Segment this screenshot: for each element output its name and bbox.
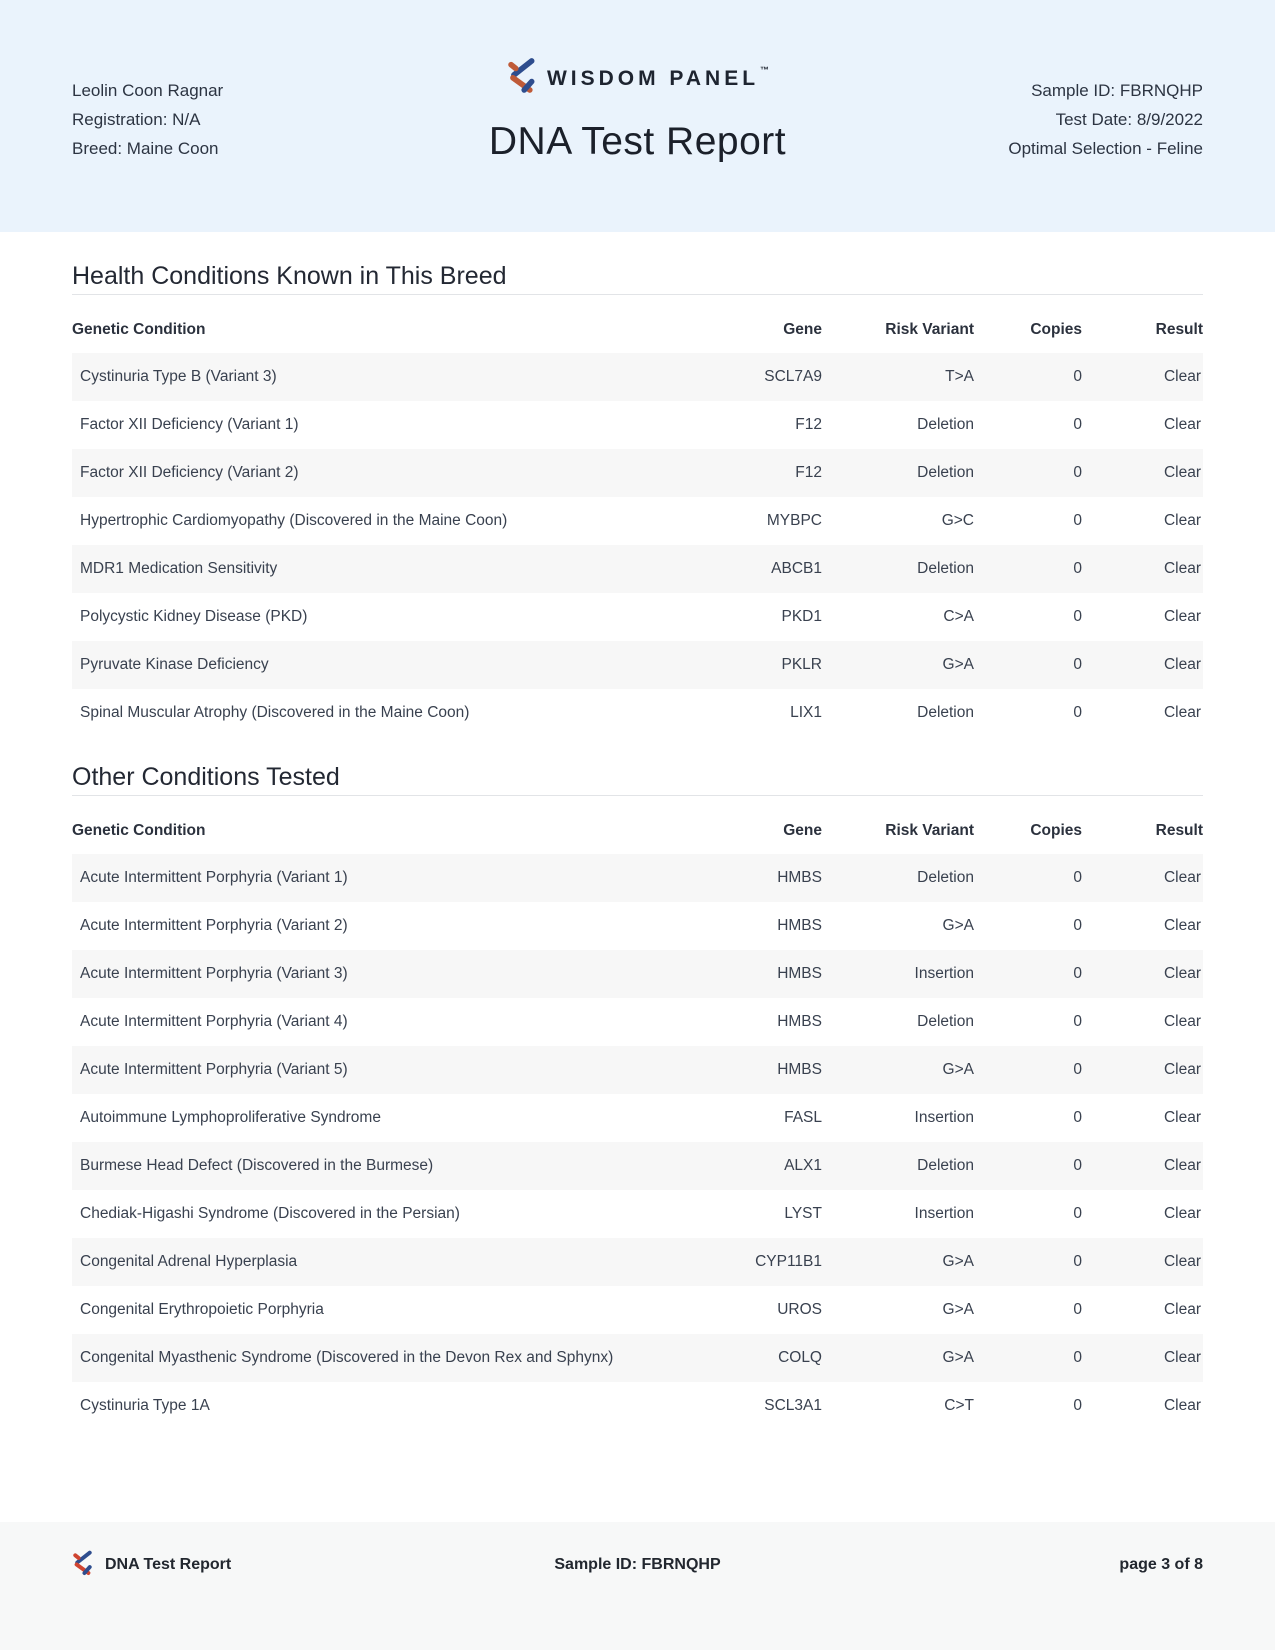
table-row [72,1334,1203,1382]
cell-result: Clear [1163,1013,1201,1030]
cell-risk-variant: G>A [942,1349,974,1366]
cell-gene: LYST [784,1205,822,1222]
cell-copies: 0 [1073,608,1082,625]
cell-gene: PKLR [781,656,822,673]
cell-copies: 0 [1073,1253,1082,1270]
cell-condition: Factor XII Deficiency (Variant 1) [80,416,299,433]
cell-condition: Autoimmune Lymphoproliferative Syndrome [80,1109,381,1126]
table-row [72,449,1203,497]
cell-condition: Spinal Muscular Atrophy (Discovered in the Maine Coon) [80,704,470,721]
cell-copies: 0 [1073,416,1082,433]
cell-result: Clear [1163,917,1201,934]
footer-page-number: page 3 of 8 [1119,1556,1203,1573]
report-header [0,0,1275,232]
cell-result: Clear [1163,608,1201,625]
pet-info-block [72,76,223,163]
cell-result: Clear [1163,656,1201,673]
table-row [72,902,1203,950]
cell-copies: 0 [1073,1205,1082,1222]
cell-gene: HMBS [777,1013,822,1030]
cell-condition: Acute Intermittent Porphyria (Variant 2) [80,917,348,934]
cell-copies: 0 [1073,704,1082,721]
brand-row [489,56,786,99]
cell-copies: 0 [1073,560,1082,577]
column-header-copies: Copies [1030,822,1082,839]
cell-copies: 0 [1073,1397,1082,1414]
table-row [72,353,1203,401]
health-conditions-section [72,260,1203,737]
cell-risk-variant: Deletion [917,464,974,481]
trademark-symbol: ™ [760,64,770,75]
pet-name: Leolin Coon Ragnar [72,81,224,100]
cell-result: Clear [1163,512,1201,529]
cell-copies: 0 [1073,1061,1082,1078]
cell-gene: CYP11B1 [755,1253,822,1270]
cell-result: Clear [1163,1109,1201,1126]
cell-condition: Acute Intermittent Porphyria (Variant 5) [80,1061,348,1078]
section-heading: Health Conditions Known in This Breed [72,262,507,290]
footer-left [72,1549,231,1581]
cell-result: Clear [1163,1253,1201,1270]
cell-risk-variant: G>A [942,1253,974,1270]
cell-copies: 0 [1073,1013,1082,1030]
column-header-result: Result [1155,321,1203,338]
cell-risk-variant: T>A [945,368,974,385]
cell-gene: PKD1 [781,608,822,625]
report-body [72,232,1203,1430]
cell-gene: MYBPC [766,512,822,529]
cell-result: Clear [1163,416,1201,433]
cell-risk-variant: Insertion [914,965,974,982]
brand-block [489,56,786,164]
cell-result: Clear [1163,869,1201,886]
cell-risk-variant: Deletion [917,1157,974,1174]
page-title: DNA Test Report [488,120,787,163]
cell-gene: FASL [784,1109,822,1126]
table-row [72,950,1203,998]
table-row [72,1190,1203,1238]
cell-result: Clear [1163,560,1201,577]
cell-condition: Acute Intermittent Porphyria (Variant 4) [80,1013,348,1030]
column-header-result: Result [1155,822,1203,839]
cell-risk-variant: Insertion [914,1205,974,1222]
cell-gene: SCL3A1 [764,1397,822,1414]
column-header-genetic-condition: Genetic Condition [72,321,206,338]
cell-risk-variant: G>A [942,1301,974,1318]
column-header-gene: Gene [783,321,822,338]
cell-copies: 0 [1073,368,1082,385]
cell-condition: Pyruvate Kinase Deficiency [80,656,269,673]
table-row [72,593,1203,641]
cell-risk-variant: Deletion [917,416,974,433]
column-header-genetic-condition: Genetic Condition [72,822,206,839]
cell-gene: LIX1 [790,704,822,721]
cell-copies: 0 [1073,965,1082,982]
table-row [72,1286,1203,1334]
cell-gene: F12 [795,464,822,481]
cell-copies: 0 [1073,464,1082,481]
cell-gene: HMBS [777,917,822,934]
cell-condition: Cystinuria Type 1A [80,1397,210,1414]
cell-risk-variant: C>A [943,608,974,625]
cell-copies: 0 [1073,1301,1082,1318]
cell-result: Clear [1163,965,1201,982]
cell-gene: COLQ [778,1349,822,1366]
report-footer [0,1522,1275,1650]
cell-copies: 0 [1073,917,1082,934]
cell-copies: 0 [1073,1349,1082,1366]
table-row [72,1142,1203,1190]
table-header-row [72,796,1203,854]
column-header-risk-variant: Risk Variant [885,321,974,338]
cell-result: Clear [1163,1301,1201,1318]
cell-risk-variant: Deletion [917,704,974,721]
pet-breed: Breed: Maine Coon [72,139,219,158]
cell-risk-variant: C>T [944,1397,974,1414]
cell-risk-variant: G>C [941,512,974,529]
cell-copies: 0 [1073,869,1082,886]
table-row [72,1046,1203,1094]
column-header-gene: Gene [783,822,822,839]
cell-gene: F12 [795,416,822,433]
cell-gene: SCL7A9 [764,368,822,385]
cell-condition: Congenital Erythropoietic Porphyria [80,1301,324,1318]
cell-condition: Congenital Adrenal Hyperplasia [80,1253,298,1270]
other-conditions-section [72,761,1203,1430]
column-header-risk-variant: Risk Variant [885,822,974,839]
cell-gene: ABCB1 [771,560,822,577]
cell-result: Clear [1163,1157,1201,1174]
cell-condition: Acute Intermittent Porphyria (Variant 1) [80,869,348,886]
footer-report-label: DNA Test Report [105,1556,232,1573]
section-heading: Other Conditions Tested [72,763,340,791]
test-date: Test Date: 8/9/2022 [1055,110,1203,129]
cell-gene: HMBS [777,1061,822,1078]
cell-copies: 0 [1073,1109,1082,1126]
cell-risk-variant: G>A [942,917,974,934]
cell-result: Clear [1163,1205,1201,1222]
cell-condition: Hypertrophic Cardiomyopathy (Discovered in the Maine Coon) [80,512,508,529]
cell-risk-variant: G>A [942,656,974,673]
health-conditions-table [72,295,1203,737]
brand-wordmark: WISDOM PANEL™ [546,64,770,90]
cell-condition: Factor XII Deficiency (Variant 2) [80,464,299,481]
other-conditions-table [72,796,1203,1430]
cell-result: Clear [1163,1061,1201,1078]
cell-result: Clear [1163,1349,1201,1366]
cell-result: Clear [1163,1397,1201,1414]
table-row [72,998,1203,1046]
cell-result: Clear [1163,368,1201,385]
table-row [72,545,1203,593]
table-row [72,854,1203,902]
cell-condition: Chediak-Higashi Syndrome (Discovered in the Persian) [80,1205,460,1222]
table-row [72,497,1203,545]
cell-risk-variant: Insertion [914,1109,974,1126]
cell-copies: 0 [1073,512,1082,529]
sample-id: Sample ID: FBRNQHP [1031,81,1203,100]
pet-registration: Registration: N/A [72,110,201,129]
column-header-copies: Copies [1030,321,1082,338]
cell-result: Clear [1163,464,1201,481]
cell-condition: Cystinuria Type B (Variant 3) [80,368,277,385]
cell-risk-variant: Deletion [917,869,974,886]
cell-condition: Acute Intermittent Porphyria (Variant 3) [80,965,348,982]
cell-result: Clear [1163,704,1201,721]
table-row [72,689,1203,737]
cell-risk-variant: Deletion [917,1013,974,1030]
table-header-row [72,295,1203,353]
table-row [72,401,1203,449]
table-row [72,1238,1203,1286]
cell-risk-variant: G>A [942,1061,974,1078]
table-row [72,1382,1203,1430]
cell-copies: 0 [1073,656,1082,673]
table-row [72,641,1203,689]
wisdom-panel-dna-logo-icon [72,1549,93,1581]
cell-condition: Congenital Myasthenic Syndrome (Discovered in the Devon Rex and Sphynx) [80,1349,614,1366]
footer-sample-id: Sample ID: FBRNQHP [554,1556,721,1573]
sample-info-block [1008,76,1203,163]
cell-condition: Polycystic Kidney Disease (PKD) [80,608,308,625]
cell-gene: UROS [777,1301,822,1318]
cell-copies: 0 [1073,1157,1082,1174]
cell-gene: ALX1 [784,1157,822,1174]
wisdom-panel-dna-logo-icon [506,56,536,99]
cell-gene: HMBS [777,965,822,982]
cell-gene: HMBS [777,869,822,886]
product-name: Optimal Selection - Feline [1008,139,1203,158]
cell-condition: Burmese Head Defect (Discovered in the Burmese) [80,1157,434,1174]
table-row [72,1094,1203,1142]
cell-condition: MDR1 Medication Sensitivity [80,560,278,577]
cell-risk-variant: Deletion [917,560,974,577]
